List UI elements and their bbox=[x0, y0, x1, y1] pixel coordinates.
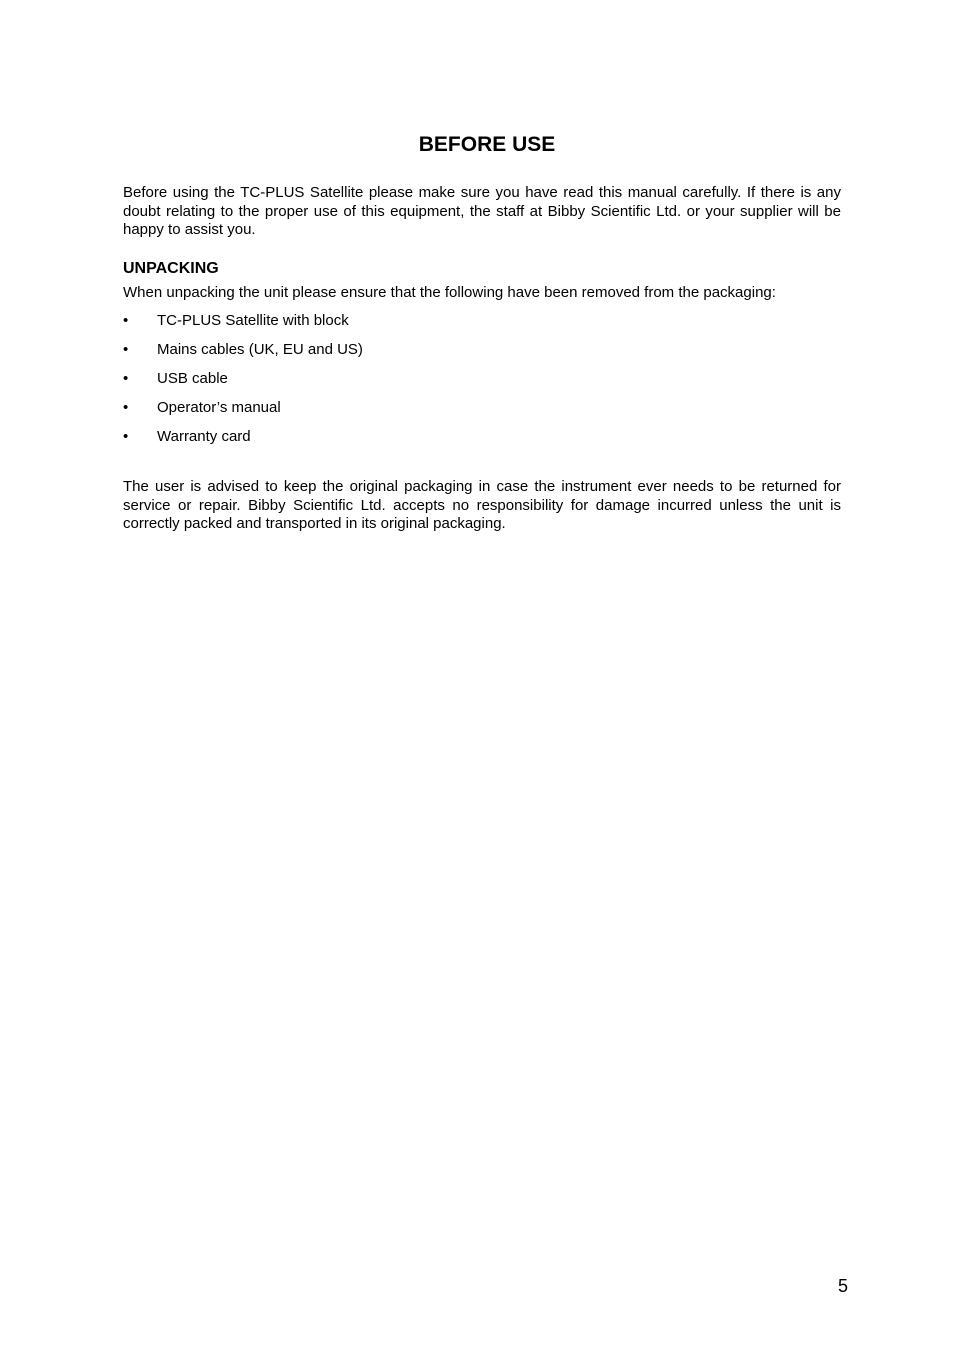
advice-paragraph: The user is advised to keep the original packaging in case the instrument ever needs to be returned for service or repair. Bibby Scientific Ltd. accepts no responsibility for damage incurred unless the unit is correctly packed and transported in its original packaging. bbox=[123, 478, 841, 533]
list-item-text: TC-PLUS Satellite with block bbox=[157, 312, 349, 329]
bullet-icon: • bbox=[123, 399, 129, 416]
bullet-icon: • bbox=[123, 428, 129, 445]
list-item-text: Operator’s manual bbox=[157, 399, 281, 416]
intro-paragraph: Before using the TC-PLUS Satellite please make sure you have read this manual carefully. If there is any doubt relating to the proper use of this equipment, the staff at Bibby Scientific Ltd. or your supplier will be happy to assist you. bbox=[123, 184, 841, 239]
unpacking-intro: When unpacking the unit please ensure that the following have been removed from the packaging: bbox=[123, 284, 776, 301]
list-item-text: USB cable bbox=[157, 370, 228, 387]
unpacking-heading: UNPACKING bbox=[123, 260, 219, 277]
list-item-text: Mains cables (UK, EU and US) bbox=[157, 341, 363, 358]
page-title: BEFORE USE bbox=[418, 133, 556, 156]
list-item-text: Warranty card bbox=[157, 428, 251, 445]
page-number: 5 bbox=[838, 1276, 849, 1296]
bullet-icon: • bbox=[123, 370, 129, 387]
bullet-icon: • bbox=[123, 312, 129, 329]
bullet-icon: • bbox=[123, 341, 129, 358]
